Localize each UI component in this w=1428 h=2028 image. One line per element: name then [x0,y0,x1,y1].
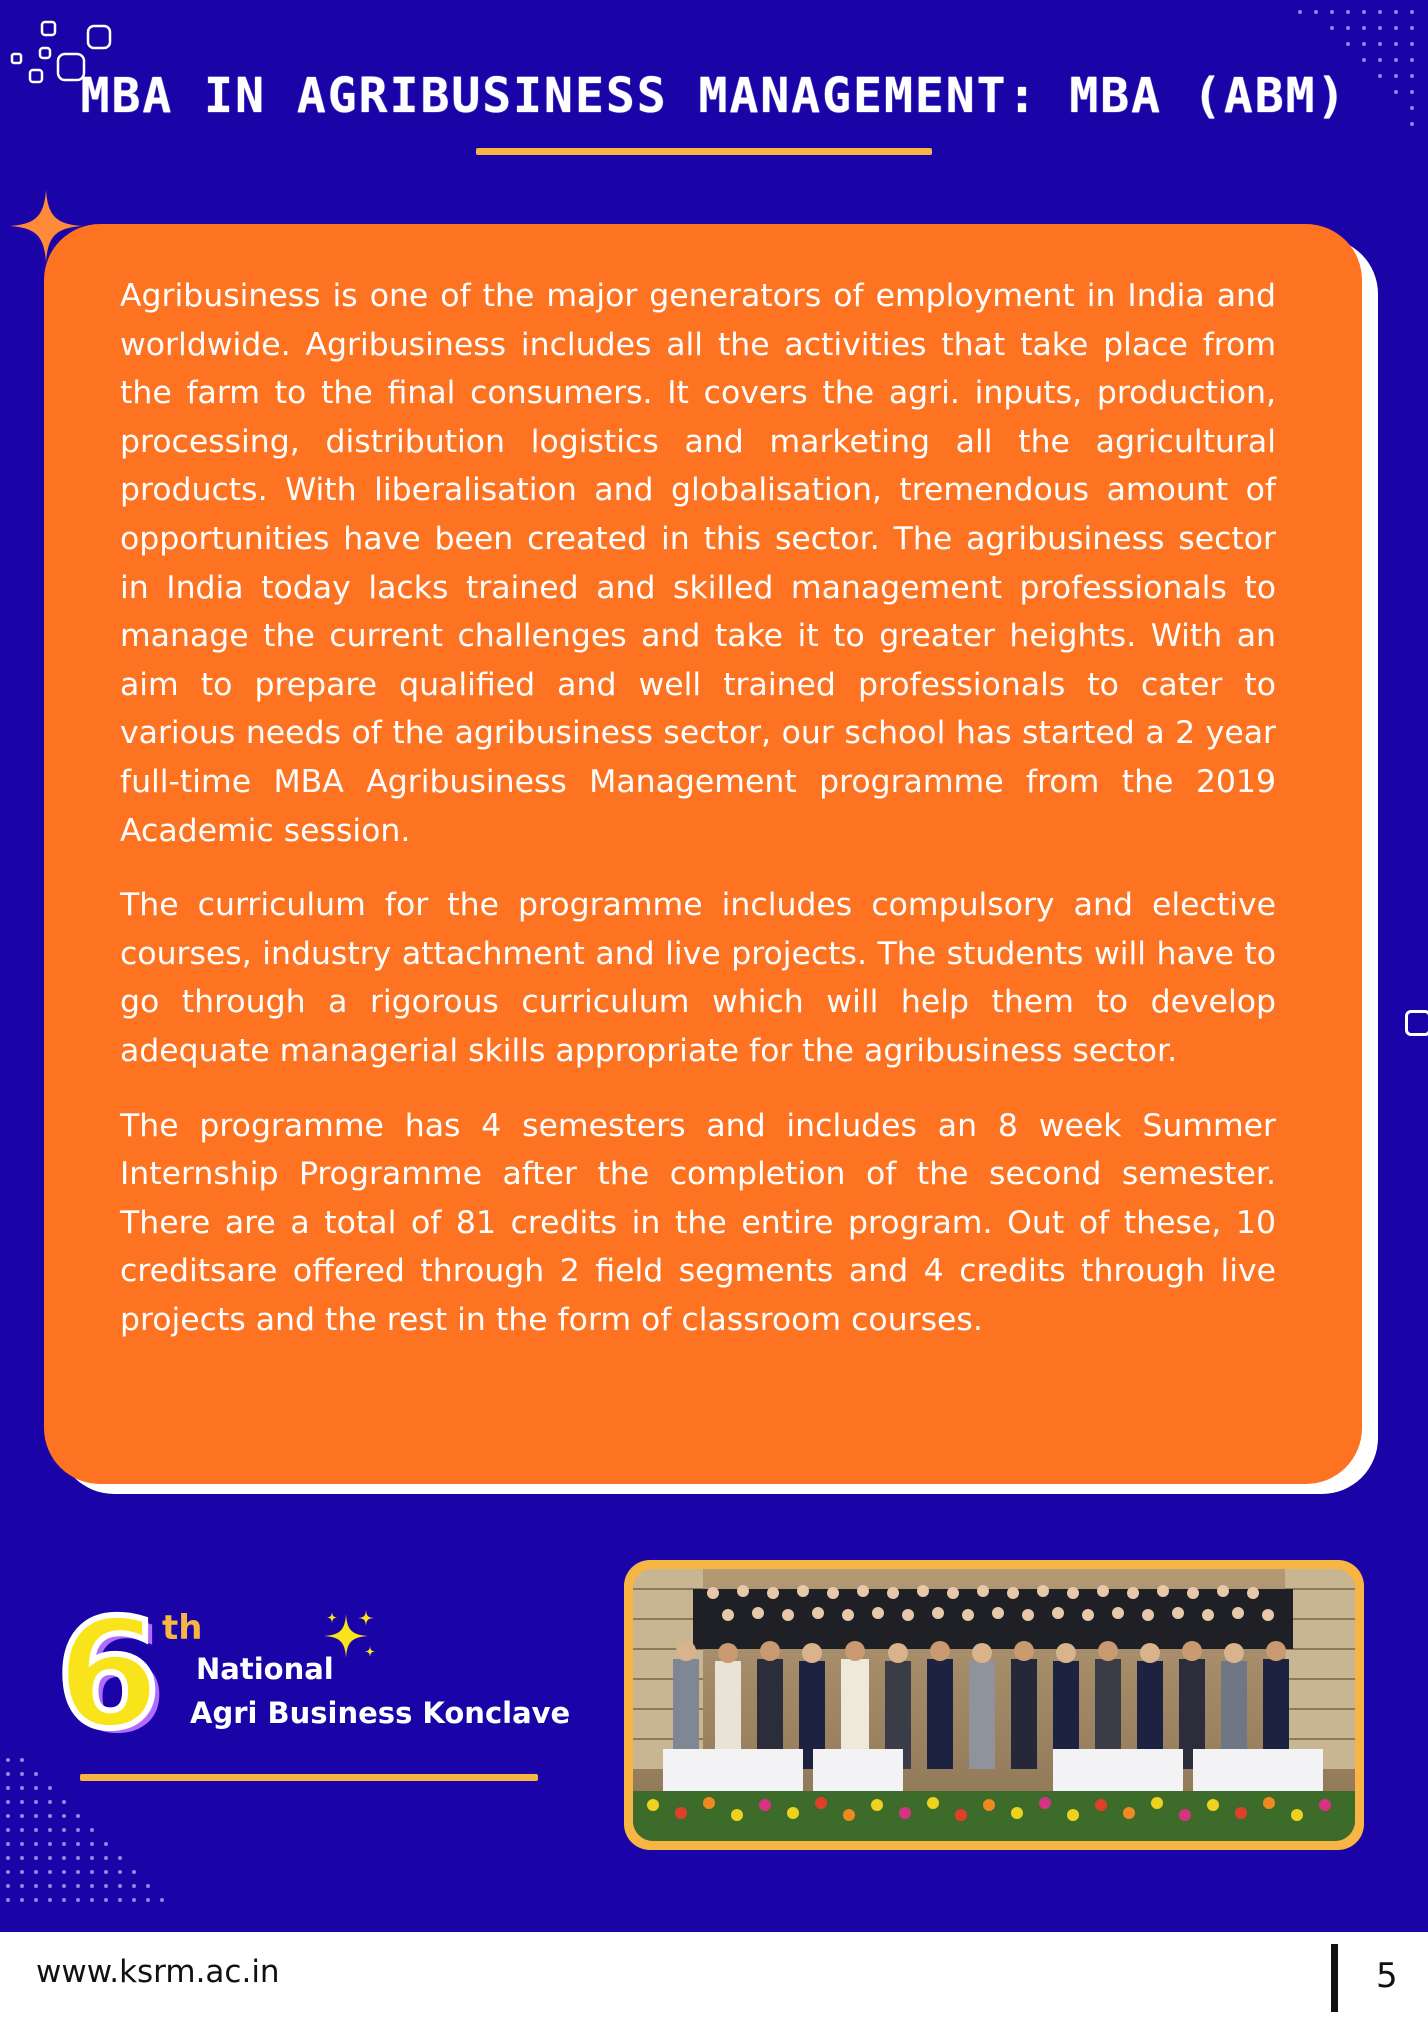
content-card [44,224,1362,1484]
title-underline [476,148,932,155]
event-photo-frame [624,1560,1364,1850]
page-title: MBA IN AGRIBUSINESS MANAGEMENT: MBA (ABM) [80,68,1348,124]
rounded-square-decoration [1405,1010,1428,1036]
konclave-line2: Agri Business Konclave [190,1696,571,1730]
paragraph-curriculum: The curriculum for the programme includes compulsory and elective courses, industry attachment and live projects. The students will have to go through a rigorous curriculum which will help them to develop adequate managerial skills appropriate for the agribusiness sector. [120,887,1276,1069]
konclave-underline [80,1774,538,1781]
footer-url[interactable]: www.ksrm.ac.in [36,1954,280,1990]
page-number: 5 [1376,1956,1398,1996]
konclave-badge [56,1588,576,1800]
paragraph-semesters: The programme has 4 semesters and includes an 8 week Summer Internship Programme after the completion of the second semester. There are a total of 81 credits in the entire program. Out of these, 10 creditsare offered through 2 field segments and 4 credits through live projects and the rest in the form of classroom courses. [120,1107,1276,1338]
paragraph-intro: Agribusiness is one of the major generators of employment in India and worldwide. Agribusiness includes all the activities that take place from the farm to the final consumers. It covers the agri. inputs, production, processing, distribution logistics and marketing all the agricultural products. With liberalisation and globalisation, tremendous amount of opportunities have been created in this sector. The agribusiness sector in India today lacks trained and skilled management professionals to manage the current challenges and take it to greater heights. With an aim to prepare qualified and well trained professionals to cater to various needs of the agribusiness sector, our school has started a 2 year full-time MBA Agribusiness Management programme from the 2019 Academic session. [120,278,1276,849]
footer-divider [1331,1944,1338,2012]
konclave-line1: National [196,1652,334,1686]
event-photo [633,1569,1355,1841]
konclave-number: 6 [56,1588,161,1762]
konclave-suffix: th [162,1608,203,1648]
